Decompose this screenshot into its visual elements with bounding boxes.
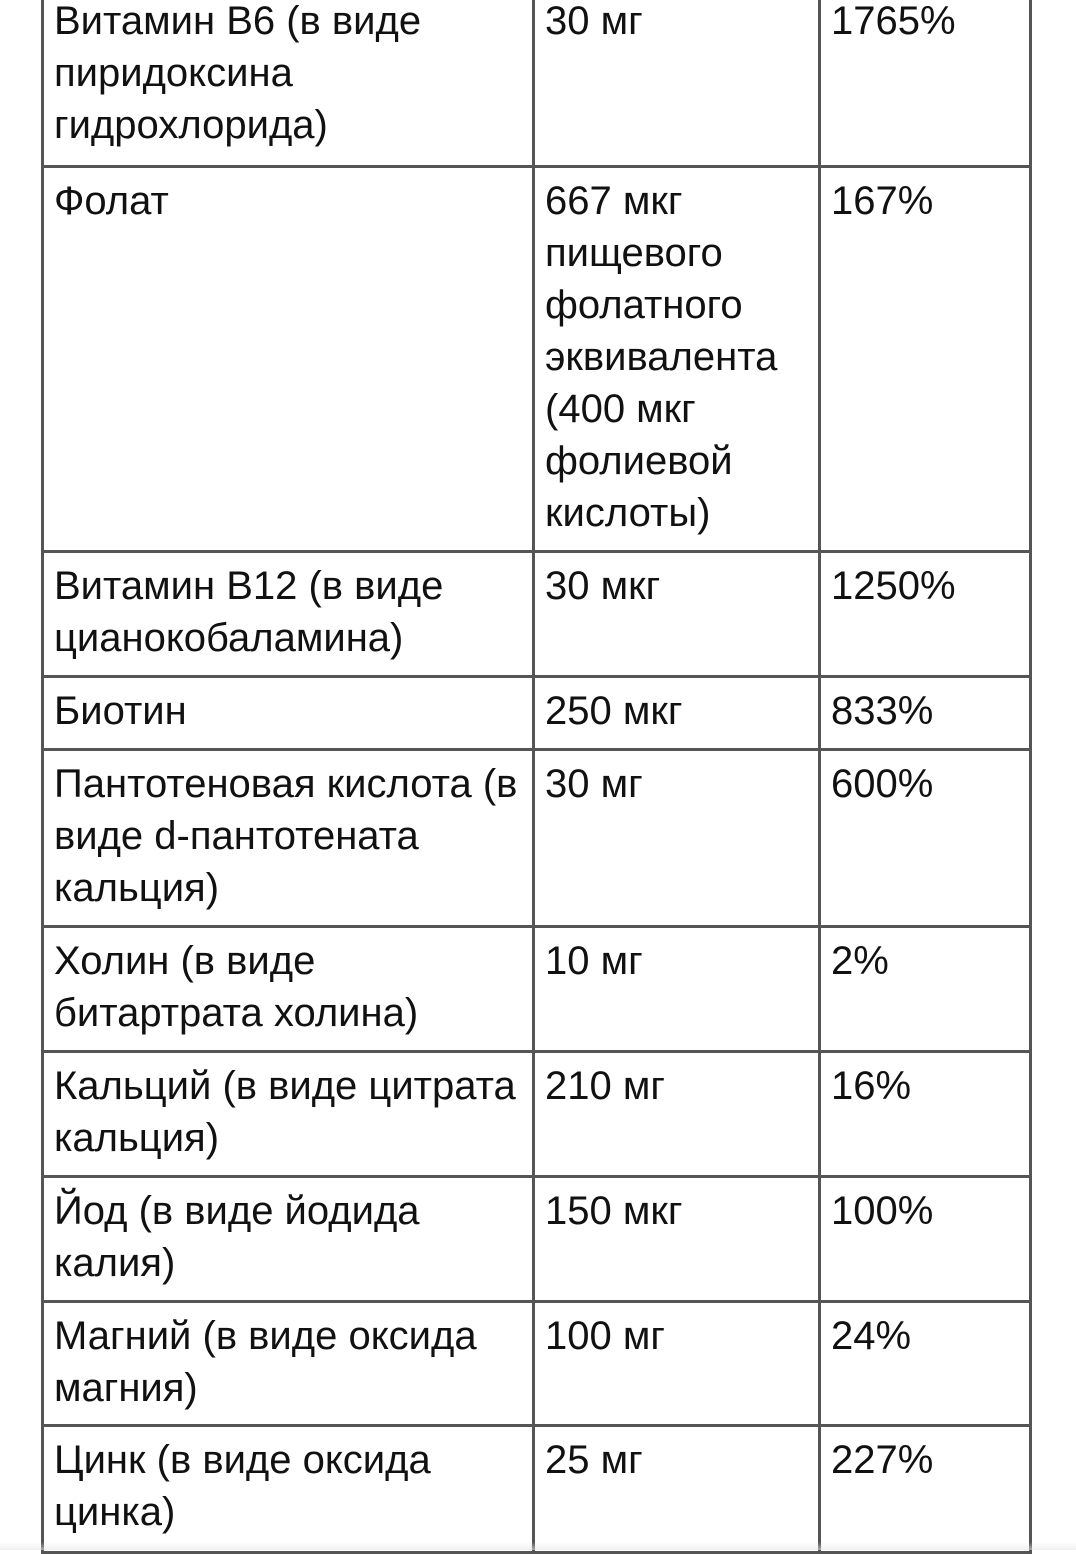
nutrient-name-cell: Цинк (в виде оксида цинка): [41, 1427, 532, 1554]
daily-value-cell: 227%: [818, 1427, 1032, 1554]
nutrient-name-cell: Йод (в виде йодида калия): [41, 1178, 532, 1303]
table-row: [41, 678, 1032, 751]
table-row: [41, 1303, 1032, 1427]
table-row: [41, 553, 1032, 678]
table-row: [41, 1178, 1032, 1303]
nutrient-name-cell: Витамин B12 (в виде цианокобаламина): [41, 553, 532, 678]
daily-value-cell: 833%: [818, 678, 1032, 751]
nutrient-name-cell: Магний (в виде оксида магния): [41, 1303, 532, 1427]
daily-value-cell: 100%: [818, 1178, 1032, 1303]
nutrient-amount-cell: 150 мкг: [532, 1178, 818, 1303]
daily-value-cell: 16%: [818, 1053, 1032, 1178]
nutrient-amount-cell: 30 мг: [532, 0, 818, 168]
nutrient-amount-cell: 25 мг: [532, 1427, 818, 1554]
nutrient-table-container: [41, 0, 1032, 1554]
daily-value-cell: 600%: [818, 751, 1032, 928]
nutrient-amount-cell: 667 мкг пищевого фолатного эквивалента (400 мкг фолиевой кислоты): [532, 168, 818, 553]
daily-value-cell: 1250%: [818, 553, 1032, 678]
nutrient-name-cell: Пантотеновая кислота (в виде d-пантотената кальция): [41, 751, 532, 928]
table-row: [41, 928, 1032, 1053]
nutrient-name-cell: Фолат: [41, 168, 532, 553]
bottom-edge-shadow: [0, 1542, 1076, 1550]
table-row: [41, 168, 1032, 553]
nutrient-amount-cell: 250 мкг: [532, 678, 818, 751]
daily-value-cell: 167%: [818, 168, 1032, 553]
table-row: [41, 751, 1032, 928]
nutrient-name-cell: Холин (в виде битартрата холина): [41, 928, 532, 1053]
daily-value-cell: 2%: [818, 928, 1032, 1053]
nutrient-amount-cell: 10 мг: [532, 928, 818, 1053]
nutrient-name-cell: Биотин: [41, 678, 532, 751]
supplement-facts-table: [41, 0, 1032, 1554]
nutrient-amount-cell: 100 мг: [532, 1303, 818, 1427]
table-row: [41, 0, 1032, 168]
daily-value-cell: 1765%: [818, 0, 1032, 168]
nutrient-name-cell: Кальций (в виде цитрата кальция): [41, 1053, 532, 1178]
nutrient-amount-cell: 30 мг: [532, 751, 818, 928]
nutrient-name-cell: Витамин B6 (в виде пиридоксина гидрохлорида): [41, 0, 532, 168]
table-row: [41, 1427, 1032, 1554]
table-row: [41, 1053, 1032, 1178]
daily-value-cell: 24%: [818, 1303, 1032, 1427]
nutrient-amount-cell: 30 мкг: [532, 553, 818, 678]
nutrient-amount-cell: 210 мг: [532, 1053, 818, 1178]
